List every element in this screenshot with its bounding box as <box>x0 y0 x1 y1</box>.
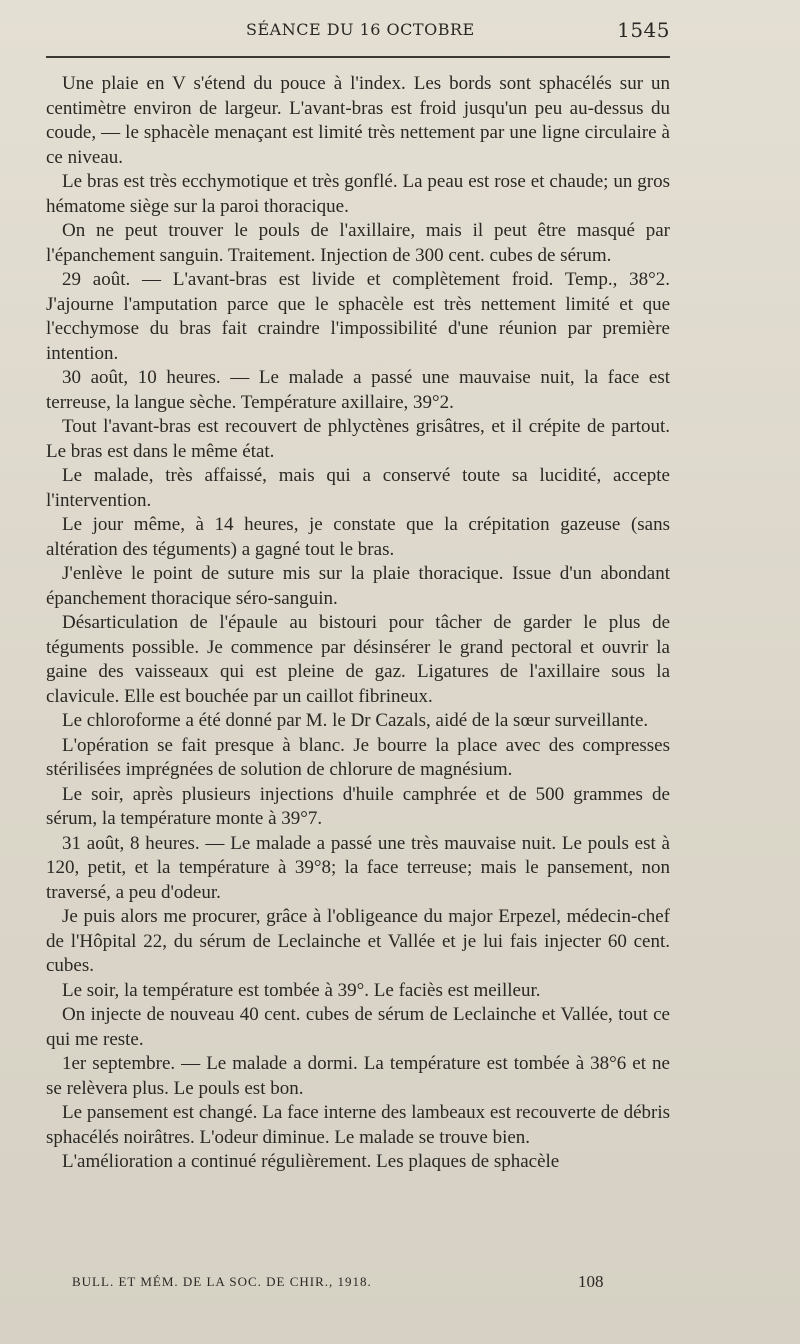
running-title: SÉANCE DU 16 OCTOBRE <box>246 20 475 39</box>
paragraph: Le jour même, à 14 heures, je constate que la crépitation gazeuse (sans altération des téguments) a gagné tout le bras. <box>46 514 670 560</box>
paragraph: Le soir, après plusieurs injections d'huile camphrée et de 500 grammes de sérum, la température monte à 39°7. <box>46 783 670 829</box>
paragraph: Le chloroforme a été donné par M. le Dr Cazals, aidé de la sœur surveillante. <box>62 710 649 731</box>
page-header <box>46 16 670 46</box>
signature-mark: 108 <box>578 1272 604 1291</box>
page-number: 1545 <box>617 18 670 42</box>
paragraph: J'enlève le point de suture mis sur la plaie thoracique. Issue d'un abondant épanchement thoracique séro-sanguin. <box>46 563 670 609</box>
paragraph: Le soir, la température est tombée à 39°. Le faciès est meilleur. <box>62 979 541 1001</box>
paragraph: 30 août, 10 heures. — Le malade a passé une mauvaise nuit, la face est terreuse, la langue sèche. Température axillaire, 39°2. <box>46 367 670 413</box>
paragraph: Je puis alors me procurer, grâce à l'obligeance du major Erpezel, médecin-chef de l'Hôpital 22, du sérum de Leclainche et Vallée et je lui fais injecter 60 cent. cubes. <box>46 906 670 976</box>
journal-reference: BULL. ET MÉM. DE LA SOC. DE CHIR., 1918. <box>72 1274 372 1289</box>
paragraph: Une plaie en V s'étend du pouce à l'index. Les bords sont sphacélés sur un centimètre environ de largeur. L'avant-bras est froid jusqu'un peu au-dessus du coude, — le sphacèle menaçant est limité très nettement par une ligne circulaire à ce niveau. <box>46 73 670 168</box>
paragraph: On ne peut trouver le pouls de l'axillaire, mais il peut être masqué par l'épanchement sanguin. Traitement. Injection de 300 cent. cubes de sérum. <box>46 220 670 266</box>
paragraph: L'opération se fait presque à blanc. Je bourre la place avec des compresses stérilisées imprégnées de solution de chlorure de magnésium. <box>46 734 670 780</box>
page-footer <box>72 1274 632 1298</box>
paragraph: L'amélioration a continué régulièrement. Les plaques de sphacèle <box>62 1151 560 1172</box>
paragraph: On injecte de nouveau 40 cent. cubes de sérum de Leclainche et Vallée, tout ce qui me reste. <box>46 1004 670 1050</box>
paragraph: 1er septembre. — Le malade a dormi. La température est tombée à 38°6 et ne se relèvera plus. Le pouls est bon. <box>46 1053 670 1099</box>
paragraph: Tout l'avant-bras est recouvert de phlyctènes grisâtres, et il crépite de partout. Le bras est dans le même état. <box>46 416 670 462</box>
paragraph: Le malade, très affaissé, mais qui a conservé toute sa lucidité, accepte l'intervention. <box>46 465 670 511</box>
paragraph: Désarticulation de l'épaule au bistouri pour tâcher de garder le plus de téguments possible. Je commence par désinsérer le grand pectoral et ouvrir la gaine des vaisseaux qui est pleine de gaz. Ligatures de l'axillaire sous la clavicule. Elle est bouchée par un caillot fibrineux. <box>46 612 670 707</box>
paragraph: Le pansement est changé. La face interne des lambeaux est recouverte de débris sphacélés noirâtres. L'odeur diminue. Le malade se trouve bien. <box>46 1102 670 1148</box>
body-text <box>46 72 670 1175</box>
paragraph: Le bras est très ecchymotique et très gonflé. La peau est rose et chaude; un gros hématome siège sur la paroi thoracique. <box>46 171 670 217</box>
header-rule <box>46 56 670 58</box>
paragraph: 29 août. — L'avant-bras est livide et complètement froid. Temp., 38°2. J'ajourne l'amputation parce que le sphacèle est très nettement limité et que l'ecchymose du bras fait craindre l'impossibilité d'une réunion par première intention. <box>46 269 670 364</box>
paragraph: 31 août, 8 heures. — Le malade a passé une très mauvaise nuit. Le pouls est à 120, petit, et la température à 39°8; la face terreuse; mais le pansement, non traversé, a peu d'odeur. <box>46 832 670 903</box>
